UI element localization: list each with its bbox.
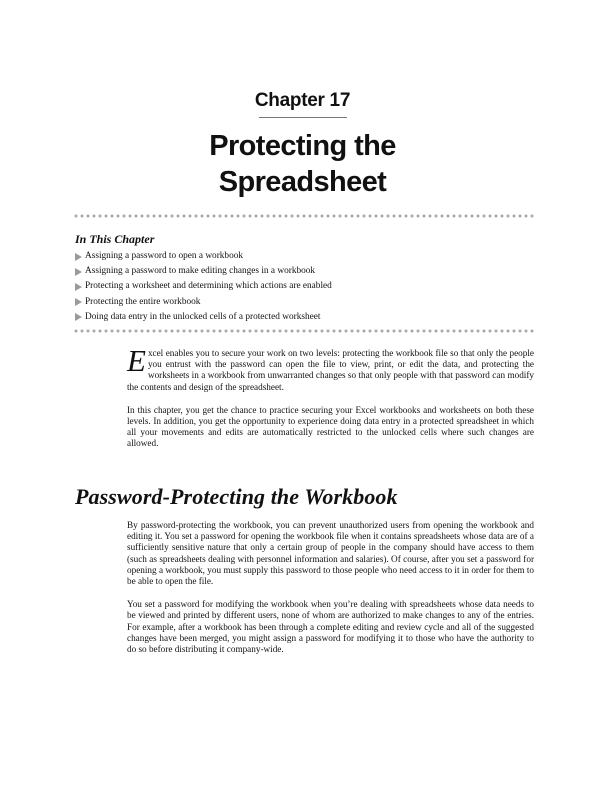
chapter-divider [259,117,347,118]
list-item-text: Doing data entry in the unlocked cells of a protected worksheet [85,311,321,322]
triangle-bullet-icon [75,313,82,321]
intro-paragraph-1 [127,343,534,393]
list-item [75,295,332,310]
section-paragraph-2: You set a password for modifying the workbook when you’re dealing with spreadsheets whose data needs to be viewed and printed by different users, none of whom are authorized to make changes to any of the entries. For example, after a workbook has been through a complete editing and review cycle and all of the suggested changes have been merged, you might assign a password for modifying it to those who have the authority to do so before distributing it company-wide. [127,599,534,655]
section-body [127,520,534,667]
triangle-bullet-icon [75,298,82,306]
list-item-text: Assigning a password to open a workbook [85,251,244,261]
triangle-bullet-icon [75,253,82,261]
drop-cap: E [127,343,146,378]
in-this-chapter-list [75,249,332,325]
list-item-text: Protecting a worksheet and determining which actions are enabled [85,281,332,292]
chapter-title-line-2: Spreadsheet [218,166,387,198]
dotted-rule-top [73,214,534,218]
list-item [75,249,332,264]
intro-paragraph-1-text: xcel enables you to secure your work on two levels: protecting the workbook file so that only the people you entrust with the password can open the file to view, print, or edit the data, and protecting the worksheets in a workbook from unwarranted changes so that only people with that password can modify the contents and design of the spreadsheet. [127,348,534,392]
section-heading: Password-Protecting the Workbook [75,484,398,509]
list-item-text: Assigning a password to make editing changes in a workbook [85,266,316,277]
triangle-bullet-icon [75,283,82,291]
list-item-text: Protecting the entire workbook [85,296,201,307]
in-this-chapter-heading: In This Chapter [75,232,155,246]
chapter-title [0,128,605,200]
list-item [75,264,332,279]
chapter-intro [127,343,534,462]
dotted-rule-bottom [73,329,534,333]
intro-paragraph-2: In this chapter, you get the chance to practice securing your Excel workbooks and worksheets on both these levels. In addition, you get the opportunity to experience doing data entry in a protected spreadsheet in which all your movements and edits are automatically restricted to the unlocked cells where such changes are allowed. [127,404,534,449]
chapter-title-line-1: Protecting the [209,130,396,162]
section-paragraph-1: By password-protecting the workbook, you can prevent unauthorized users from opening the workbook and editing it. You set a password for opening the workbook file when it contains spreadsheets whose data are of a sufficiently sensitive nature that only a certain group of people in the company should have access to them (such as spreadsheets dealing with personnel information and salaries). Of course, after you set a password for opening a workbook, you must supply this password to those people who need access to it in order for them to be able to open the file. [127,520,534,587]
list-item [75,310,332,325]
triangle-bullet-icon [75,268,82,276]
chapter-number: Chapter 17 [254,90,351,111]
list-item [75,279,332,294]
